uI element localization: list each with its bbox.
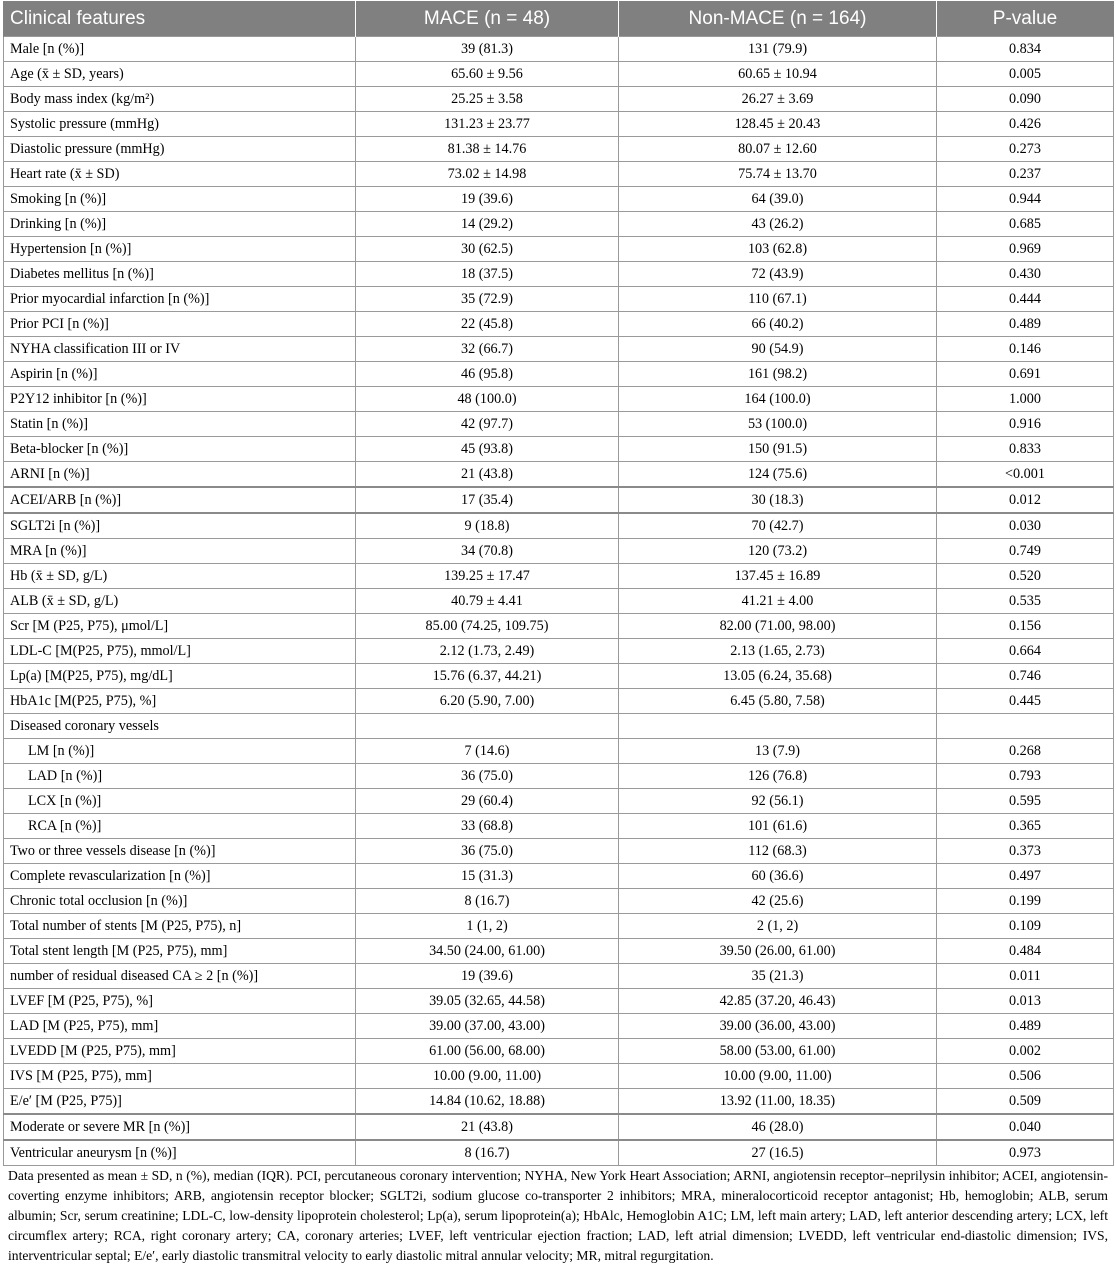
cell-p-value: 0.273 — [937, 137, 1114, 162]
table-row — [4, 287, 1114, 312]
cell-non-mace: 101 (61.6) — [619, 814, 937, 839]
cell-mace: 46 (95.8) — [356, 362, 619, 387]
table-row — [4, 739, 1114, 764]
cell-p-value: 0.426 — [937, 112, 1114, 137]
cell-non-mace: 64 (39.0) — [619, 187, 937, 212]
table-row — [4, 437, 1114, 462]
cell-p-value: 0.012 — [937, 487, 1114, 513]
cell-p-value: 0.430 — [937, 262, 1114, 287]
cell-feature: LM [n (%)] — [4, 739, 356, 764]
cell-feature: Heart rate (x̄ ± SD) — [4, 162, 356, 187]
cell-p-value: 0.834 — [937, 37, 1114, 62]
table-row — [4, 664, 1114, 689]
table-row — [4, 37, 1114, 62]
table-row — [4, 864, 1114, 889]
table-row — [4, 1140, 1114, 1166]
cell-p-value: 1.000 — [937, 387, 1114, 412]
cell-feature: LDL-C [M(P25, P75), mmol/L] — [4, 639, 356, 664]
cell-p-value: 0.489 — [937, 1014, 1114, 1039]
cell-feature: LAD [n (%)] — [4, 764, 356, 789]
cell-p-value: 0.497 — [937, 864, 1114, 889]
cell-mace: 29 (60.4) — [356, 789, 619, 814]
table-row — [4, 312, 1114, 337]
cell-mace: 35 (72.9) — [356, 287, 619, 312]
cell-non-mace: 46 (28.0) — [619, 1114, 937, 1140]
table-row — [4, 614, 1114, 639]
cell-p-value: 0.444 — [937, 287, 1114, 312]
cell-non-mace — [619, 714, 937, 739]
cell-feature: Total stent length [M (P25, P75), mm] — [4, 939, 356, 964]
cell-p-value: 0.013 — [937, 989, 1114, 1014]
header-p-value: P-value — [937, 2, 1114, 37]
cell-mace: 39.05 (32.65, 44.58) — [356, 989, 619, 1014]
table-row — [4, 814, 1114, 839]
table-row — [4, 462, 1114, 488]
cell-feature: Systolic pressure (mmHg) — [4, 112, 356, 137]
cell-feature: number of residual diseased CA ≥ 2 [n (%)] — [4, 964, 356, 989]
cell-mace: 18 (37.5) — [356, 262, 619, 287]
cell-mace: 48 (100.0) — [356, 387, 619, 412]
cell-p-value: 0.944 — [937, 187, 1114, 212]
cell-non-mace: 70 (42.7) — [619, 513, 937, 539]
cell-non-mace: 53 (100.0) — [619, 412, 937, 437]
cell-mace: 8 (16.7) — [356, 889, 619, 914]
cell-p-value: 0.973 — [937, 1140, 1114, 1166]
cell-p-value: 0.969 — [937, 237, 1114, 262]
cell-p-value — [937, 714, 1114, 739]
cell-mace: 42 (97.7) — [356, 412, 619, 437]
cell-p-value: 0.484 — [937, 939, 1114, 964]
cell-feature: NYHA classification III or IV — [4, 337, 356, 362]
cell-feature: Diabetes mellitus [n (%)] — [4, 262, 356, 287]
table-header — [4, 2, 1114, 37]
cell-mace: 9 (18.8) — [356, 513, 619, 539]
cell-feature: Chronic total occlusion [n (%)] — [4, 889, 356, 914]
cell-non-mace: 80.07 ± 12.60 — [619, 137, 937, 162]
cell-p-value: 0.002 — [937, 1039, 1114, 1064]
table-row — [4, 1114, 1114, 1140]
cell-non-mace: 41.21 ± 4.00 — [619, 589, 937, 614]
table-row — [4, 789, 1114, 814]
cell-non-mace: 66 (40.2) — [619, 312, 937, 337]
cell-mace: 10.00 (9.00, 11.00) — [356, 1064, 619, 1089]
cell-mace: 15.76 (6.37, 44.21) — [356, 664, 619, 689]
cell-p-value: 0.146 — [937, 337, 1114, 362]
cell-feature: Ventricular aneurysm [n (%)] — [4, 1140, 356, 1166]
cell-non-mace: 126 (76.8) — [619, 764, 937, 789]
table-row — [4, 1064, 1114, 1089]
cell-p-value: 0.520 — [937, 564, 1114, 589]
table-row — [4, 237, 1114, 262]
cell-feature: IVS [M (P25, P75), mm] — [4, 1064, 356, 1089]
cell-non-mace: 72 (43.9) — [619, 262, 937, 287]
cell-mace: 61.00 (56.00, 68.00) — [356, 1039, 619, 1064]
cell-non-mace: 42.85 (37.20, 46.43) — [619, 989, 937, 1014]
header-non-mace: Non-MACE (n = 164) — [619, 2, 937, 37]
cell-p-value: 0.090 — [937, 87, 1114, 112]
cell-mace: 25.25 ± 3.58 — [356, 87, 619, 112]
cell-feature: Hb (x̄ ± SD, g/L) — [4, 564, 356, 589]
cell-mace: 65.60 ± 9.56 — [356, 62, 619, 87]
table-row — [4, 689, 1114, 714]
header-clinical-features: Clinical features — [4, 2, 356, 37]
cell-feature: ALB (x̄ ± SD, g/L) — [4, 589, 356, 614]
cell-mace: 32 (66.7) — [356, 337, 619, 362]
cell-mace: 39.00 (37.00, 43.00) — [356, 1014, 619, 1039]
cell-p-value: 0.445 — [937, 689, 1114, 714]
table-row — [4, 589, 1114, 614]
table-row — [4, 487, 1114, 513]
cell-mace: 1 (1, 2) — [356, 914, 619, 939]
cell-mace: 2.12 (1.73, 2.49) — [356, 639, 619, 664]
cell-non-mace: 27 (16.5) — [619, 1140, 937, 1166]
cell-mace: 14 (29.2) — [356, 212, 619, 237]
cell-non-mace: 42 (25.6) — [619, 889, 937, 914]
cell-p-value: 0.916 — [937, 412, 1114, 437]
cell-p-value: 0.268 — [937, 739, 1114, 764]
table-row — [4, 137, 1114, 162]
table-row — [4, 989, 1114, 1014]
table-row — [4, 639, 1114, 664]
cell-feature: Diseased coronary vessels — [4, 714, 356, 739]
cell-feature: Male [n (%)] — [4, 37, 356, 62]
table-row — [4, 387, 1114, 412]
cell-non-mace: 60 (36.6) — [619, 864, 937, 889]
cell-non-mace: 58.00 (53.00, 61.00) — [619, 1039, 937, 1064]
table-row — [4, 889, 1114, 914]
table-body — [4, 37, 1114, 1166]
cell-p-value: 0.746 — [937, 664, 1114, 689]
cell-p-value: 0.199 — [937, 889, 1114, 914]
cell-feature: Scr [M (P25, P75), μmol/L] — [4, 614, 356, 639]
cell-mace: 30 (62.5) — [356, 237, 619, 262]
cell-mace: 6.20 (5.90, 7.00) — [356, 689, 619, 714]
table-row — [4, 362, 1114, 387]
cell-feature: LAD [M (P25, P75), mm] — [4, 1014, 356, 1039]
cell-p-value: 0.595 — [937, 789, 1114, 814]
cell-non-mace: 13.05 (6.24, 35.68) — [619, 664, 937, 689]
cell-non-mace: 128.45 ± 20.43 — [619, 112, 937, 137]
table-row — [4, 964, 1114, 989]
cell-non-mace: 60.65 ± 10.94 — [619, 62, 937, 87]
table-row — [4, 212, 1114, 237]
cell-non-mace: 131 (79.9) — [619, 37, 937, 62]
cell-non-mace: 26.27 ± 3.69 — [619, 87, 937, 112]
table-row — [4, 714, 1114, 739]
cell-non-mace: 112 (68.3) — [619, 839, 937, 864]
table-row — [4, 1039, 1114, 1064]
cell-feature: LVEF [M (P25, P75), %] — [4, 989, 356, 1014]
cell-feature: Diastolic pressure (mmHg) — [4, 137, 356, 162]
cell-mace: 34 (70.8) — [356, 539, 619, 564]
cell-mace: 139.25 ± 17.47 — [356, 564, 619, 589]
cell-p-value: 0.509 — [937, 1089, 1114, 1115]
table-row — [4, 1089, 1114, 1115]
cell-feature: Statin [n (%)] — [4, 412, 356, 437]
cell-feature: Beta-blocker [n (%)] — [4, 437, 356, 462]
cell-p-value: 0.005 — [937, 62, 1114, 87]
cell-feature: RCA [n (%)] — [4, 814, 356, 839]
cell-p-value: 0.833 — [937, 437, 1114, 462]
table-row — [4, 162, 1114, 187]
cell-mace: 36 (75.0) — [356, 839, 619, 864]
cell-non-mace: 6.45 (5.80, 7.58) — [619, 689, 937, 714]
cell-non-mace: 43 (26.2) — [619, 212, 937, 237]
cell-feature: E/e′ [M (P25, P75)] — [4, 1089, 356, 1115]
cell-p-value: <0.001 — [937, 462, 1114, 488]
cell-p-value: 0.030 — [937, 513, 1114, 539]
cell-non-mace: 110 (67.1) — [619, 287, 937, 312]
cell-non-mace: 90 (54.9) — [619, 337, 937, 362]
table-row — [4, 539, 1114, 564]
cell-mace: 36 (75.0) — [356, 764, 619, 789]
cell-feature: Smoking [n (%)] — [4, 187, 356, 212]
cell-p-value: 0.506 — [937, 1064, 1114, 1089]
cell-mace: 19 (39.6) — [356, 964, 619, 989]
cell-non-mace: 124 (75.6) — [619, 462, 937, 488]
cell-p-value: 0.373 — [937, 839, 1114, 864]
cell-p-value: 0.664 — [937, 639, 1114, 664]
cell-feature: LVEDD [M (P25, P75), mm] — [4, 1039, 356, 1064]
cell-non-mace: 164 (100.0) — [619, 387, 937, 412]
table-row — [4, 187, 1114, 212]
cell-p-value: 0.109 — [937, 914, 1114, 939]
cell-non-mace: 10.00 (9.00, 11.00) — [619, 1064, 937, 1089]
cell-mace: 131.23 ± 23.77 — [356, 112, 619, 137]
cell-feature: Hypertension [n (%)] — [4, 237, 356, 262]
table-row — [4, 112, 1114, 137]
cell-mace: 7 (14.6) — [356, 739, 619, 764]
table-row — [4, 87, 1114, 112]
cell-p-value: 0.535 — [937, 589, 1114, 614]
table-row — [4, 337, 1114, 362]
cell-feature: Prior PCI [n (%)] — [4, 312, 356, 337]
cell-p-value: 0.489 — [937, 312, 1114, 337]
cell-non-mace: 2.13 (1.65, 2.73) — [619, 639, 937, 664]
table-row — [4, 914, 1114, 939]
cell-mace: 14.84 (10.62, 18.88) — [356, 1089, 619, 1115]
cell-feature: Complete revascularization [n (%)] — [4, 864, 356, 889]
cell-feature: HbA1c [M(P25, P75), %] — [4, 689, 356, 714]
cell-non-mace: 35 (21.3) — [619, 964, 937, 989]
cell-mace: 45 (93.8) — [356, 437, 619, 462]
cell-mace: 81.38 ± 14.76 — [356, 137, 619, 162]
table-row — [4, 564, 1114, 589]
cell-p-value: 0.793 — [937, 764, 1114, 789]
table-row — [4, 412, 1114, 437]
cell-non-mace: 75.74 ± 13.70 — [619, 162, 937, 187]
cell-mace: 73.02 ± 14.98 — [356, 162, 619, 187]
cell-feature: Body mass index (kg/m²) — [4, 87, 356, 112]
cell-mace: 21 (43.8) — [356, 1114, 619, 1140]
cell-feature: P2Y12 inhibitor [n (%)] — [4, 387, 356, 412]
table-row — [4, 262, 1114, 287]
cell-non-mace: 13 (7.9) — [619, 739, 937, 764]
cell-non-mace: 103 (62.8) — [619, 237, 937, 262]
header-mace: MACE (n = 48) — [356, 2, 619, 37]
cell-mace: 34.50 (24.00, 61.00) — [356, 939, 619, 964]
cell-non-mace: 120 (73.2) — [619, 539, 937, 564]
cell-non-mace: 150 (91.5) — [619, 437, 937, 462]
clinical-features-table — [3, 1, 1114, 1166]
table-row — [4, 939, 1114, 964]
cell-non-mace: 137.45 ± 16.89 — [619, 564, 937, 589]
cell-non-mace: 39.50 (26.00, 61.00) — [619, 939, 937, 964]
cell-mace: 8 (16.7) — [356, 1140, 619, 1166]
cell-feature: Lp(a) [M(P25, P75), mg/dL] — [4, 664, 356, 689]
table-row — [4, 764, 1114, 789]
cell-non-mace: 82.00 (71.00, 98.00) — [619, 614, 937, 639]
cell-mace: 19 (39.6) — [356, 187, 619, 212]
cell-feature: Prior myocardial infarction [n (%)] — [4, 287, 356, 312]
cell-mace: 40.79 ± 4.41 — [356, 589, 619, 614]
cell-mace: 22 (45.8) — [356, 312, 619, 337]
cell-p-value: 0.365 — [937, 814, 1114, 839]
cell-feature: Total number of stents [M (P25, P75), n] — [4, 914, 356, 939]
cell-feature: Age (x̄ ± SD, years) — [4, 62, 356, 87]
table-row — [4, 513, 1114, 539]
cell-non-mace: 161 (98.2) — [619, 362, 937, 387]
cell-p-value: 0.040 — [937, 1114, 1114, 1140]
cell-feature: Aspirin [n (%)] — [4, 362, 356, 387]
cell-feature: SGLT2i [n (%)] — [4, 513, 356, 539]
cell-mace: 21 (43.8) — [356, 462, 619, 488]
cell-p-value: 0.156 — [937, 614, 1114, 639]
cell-non-mace: 92 (56.1) — [619, 789, 937, 814]
table-footnote: Data presented as mean ± SD, n (%), median (IQR). PCI, percutaneous coronary intervention; NYHA, New York Heart Association; ARNI, angiotensin receptor–neprilysin inhibitor; ACEI, angiotensin-coverting enzyme inhibitors; ARB, angiotensin receptor blocker; SGLT2i, sodium glucose co-transporter 2 inhibitors; MRA, mineralocorticoid receptor antagonist; Hb, hemoglobin; ALB, serum albumin; Scr, serum creatinine; LDL-C, low-density lipoprotein cholesterol; Lp(a), serum lipoprotein(a); HbAlc, Hemoglobin A1C; LM, left main artery; LAD, left anterior descending artery; LCX, left circumflex artery; RCA, right coronary artery; CA, coronary arteries; LVEF, left ventricular ejection fraction; LAD, left atrial dimension; LVEDD, left ventricular end-diastolic dimension; IVS, interventricular septal; E/e′, early diastolic transmitral velocity to early diastolic mitral annular velocity; MR, mitral regurgitation. — [8, 1168, 1108, 1263]
cell-feature: Drinking [n (%)] — [4, 212, 356, 237]
cell-mace: 85.00 (74.25, 109.75) — [356, 614, 619, 639]
cell-p-value: 0.011 — [937, 964, 1114, 989]
cell-feature: ARNI [n (%)] — [4, 462, 356, 488]
cell-feature: Two or three vessels disease [n (%)] — [4, 839, 356, 864]
cell-feature: LCX [n (%)] — [4, 789, 356, 814]
table-row — [4, 62, 1114, 87]
cell-non-mace: 2 (1, 2) — [619, 914, 937, 939]
cell-mace: 17 (35.4) — [356, 487, 619, 513]
table-row — [4, 839, 1114, 864]
cell-non-mace: 39.00 (36.00, 43.00) — [619, 1014, 937, 1039]
cell-feature: Moderate or severe MR [n (%)] — [4, 1114, 356, 1140]
cell-p-value: 0.691 — [937, 362, 1114, 387]
cell-feature: ACEI/ARB [n (%)] — [4, 487, 356, 513]
clinical-features-table-container — [3, 1, 1113, 1166]
cell-mace: 15 (31.3) — [356, 864, 619, 889]
cell-p-value: 0.749 — [937, 539, 1114, 564]
cell-non-mace: 30 (18.3) — [619, 487, 937, 513]
cell-mace: 33 (68.8) — [356, 814, 619, 839]
cell-mace — [356, 714, 619, 739]
cell-mace: 39 (81.3) — [356, 37, 619, 62]
table-row — [4, 1014, 1114, 1039]
cell-p-value: 0.685 — [937, 212, 1114, 237]
cell-non-mace: 13.92 (11.00, 18.35) — [619, 1089, 937, 1115]
cell-feature: MRA [n (%)] — [4, 539, 356, 564]
cell-p-value: 0.237 — [937, 162, 1114, 187]
